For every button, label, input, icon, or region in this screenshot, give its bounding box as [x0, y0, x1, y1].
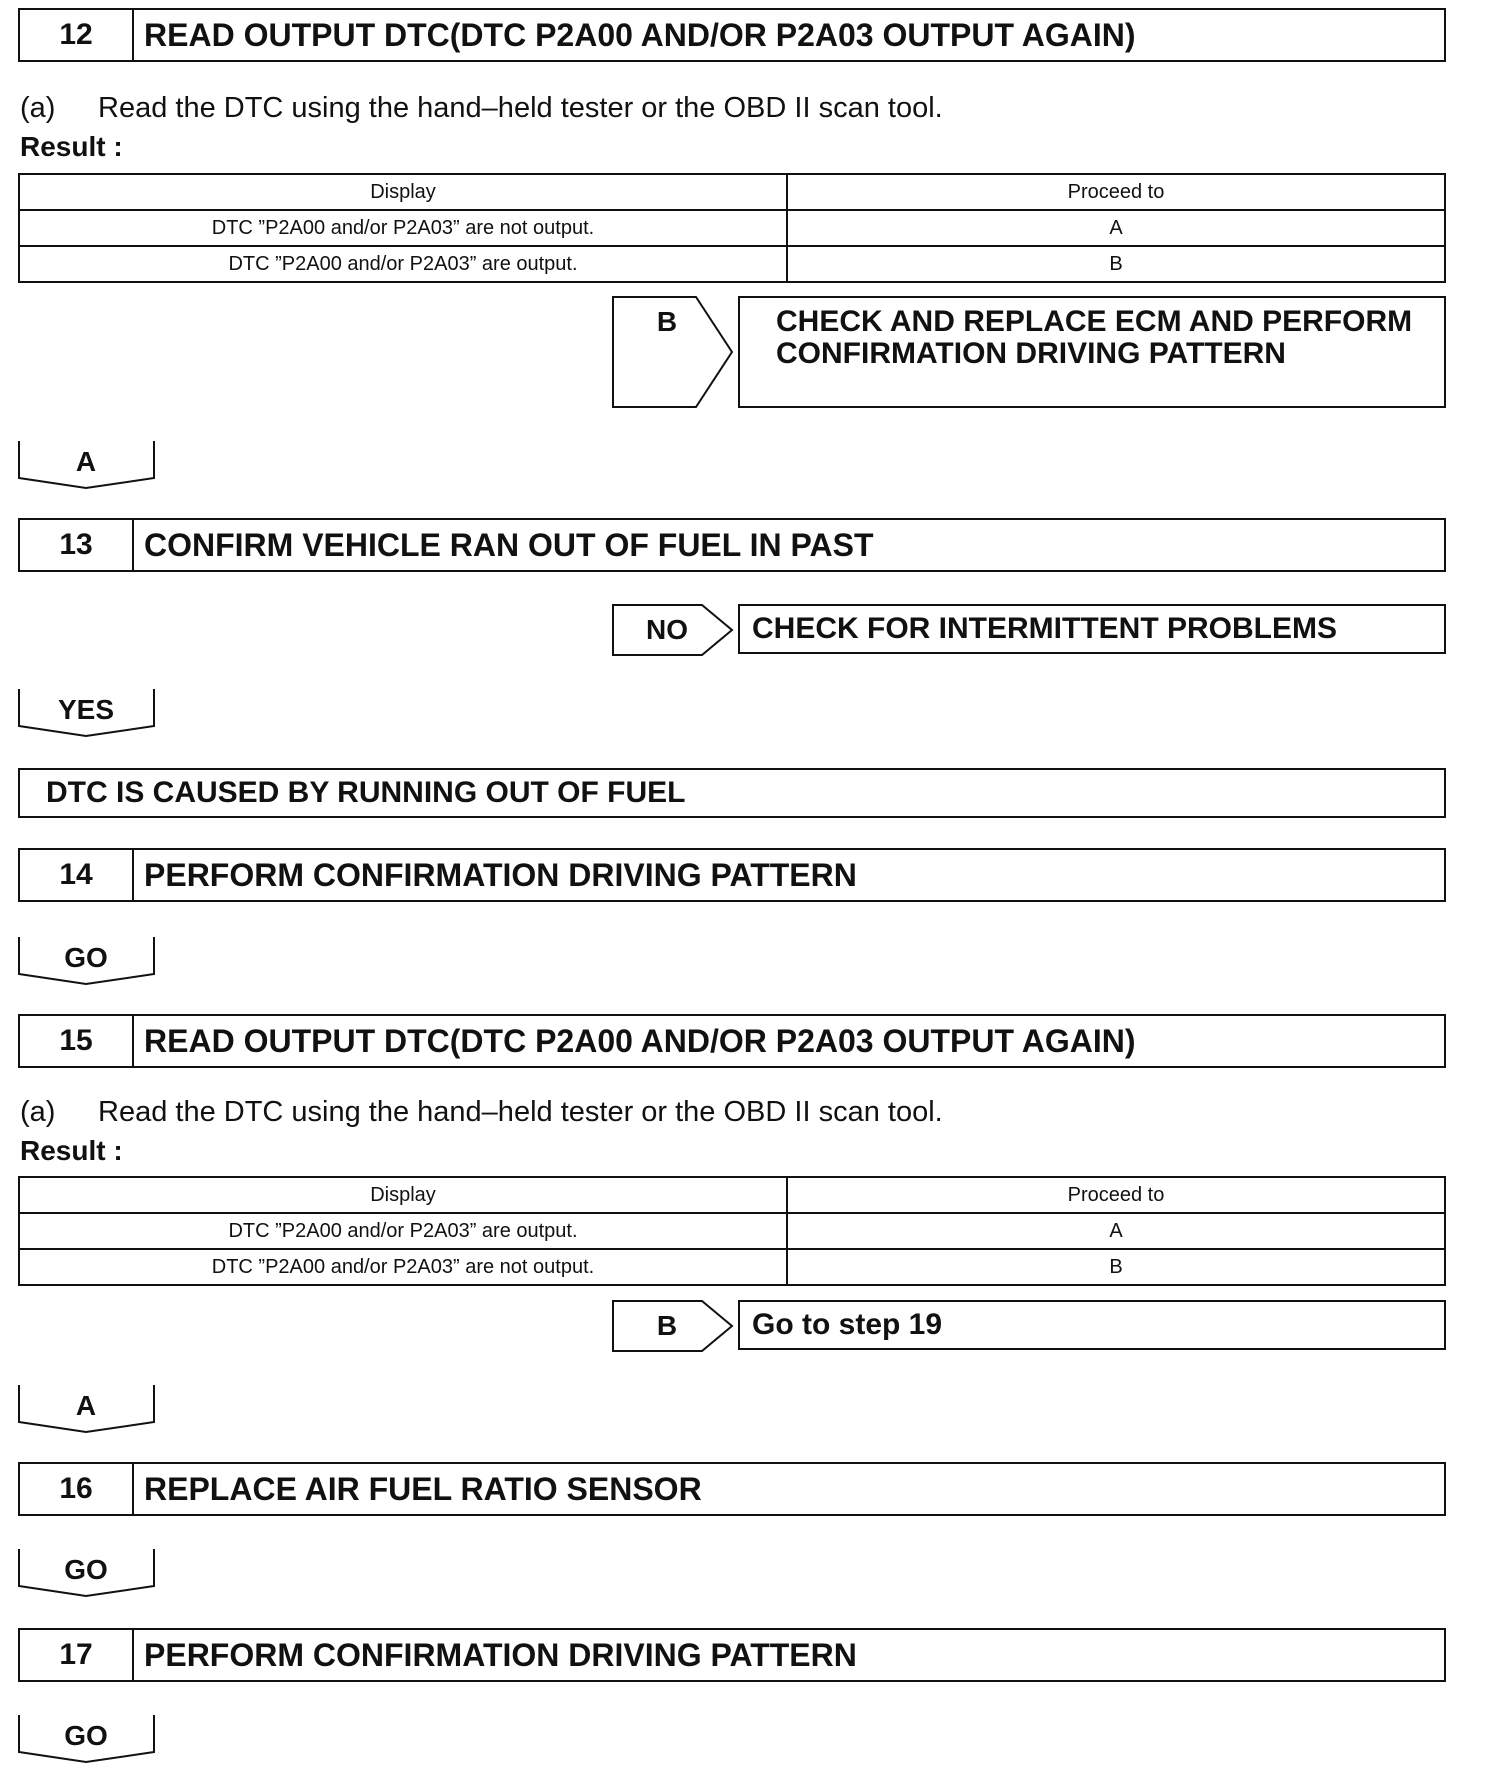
instruction-text: Read the DTC using the hand–held tester or the OBD II scan tool. [98, 92, 943, 124]
step-number: 17 [20, 1630, 134, 1680]
proceed-tag-go [18, 1548, 158, 1598]
conclusion-text: DTC IS CAUSED BY RUNNING OUT OF FUEL [46, 776, 686, 809]
header-proceed-to: Proceed to [787, 1177, 1445, 1213]
action-line-2: CONFIRMATION DRIVING PATTERN [776, 337, 1286, 370]
cell-proceed: B [787, 1249, 1445, 1285]
proceed-tag-go [18, 1714, 158, 1764]
branch-label: B [656, 1310, 678, 1341]
step-12-instruction [20, 92, 943, 125]
cell-proceed: B [787, 246, 1445, 282]
step-title: READ OUTPUT DTC(DTC P2A00 AND/OR P2A03 OUTPUT AGAIN) [144, 16, 1136, 53]
action-text: CHECK FOR INTERMITTENT PROBLEMS [752, 612, 1337, 645]
step-number: 15 [20, 1016, 134, 1066]
step-12-header [18, 8, 1446, 62]
result-table-12 [18, 173, 1446, 283]
cell-proceed: A [787, 210, 1445, 246]
step-number: 14 [20, 850, 134, 900]
header-display: Display [19, 174, 787, 210]
result-label: Result : [20, 131, 123, 162]
step-13-header [18, 518, 1446, 572]
result-label: Result : [20, 1135, 123, 1166]
step-title: REPLACE AIR FUEL RATIO SENSOR [144, 1470, 702, 1507]
header-display: Display [19, 1177, 787, 1213]
branch-12-action [738, 296, 1446, 408]
result-table-15 [18, 1176, 1446, 1286]
conclusion-box [18, 768, 1446, 818]
step-number: 16 [20, 1464, 134, 1514]
instruction-label: (a) [20, 1096, 56, 1128]
branch-label: B [656, 306, 678, 337]
table-header-row [19, 174, 1445, 210]
cell-display: DTC ”P2A00 and/or P2A03” are not output. [19, 210, 787, 246]
tag-label: A [75, 1390, 97, 1421]
header-proceed-to: Proceed to [787, 174, 1445, 210]
cell-display: DTC ”P2A00 and/or P2A03” are output. [19, 1213, 787, 1249]
branch-15-action [738, 1300, 1446, 1350]
step-title: PERFORM CONFIRMATION DRIVING PATTERN [144, 856, 857, 893]
cell-proceed: A [787, 1213, 1445, 1249]
proceed-tag-go [18, 936, 158, 986]
step-14-header [18, 848, 1446, 902]
cell-display: DTC ”P2A00 and/or P2A03” are output. [19, 246, 787, 282]
instruction-label: (a) [20, 92, 56, 124]
table-row [19, 246, 1445, 282]
proceed-tag-a [18, 440, 158, 490]
step-title: PERFORM CONFIRMATION DRIVING PATTERN [144, 1636, 857, 1673]
tag-label: A [75, 446, 97, 477]
table-row [19, 1213, 1445, 1249]
step-15-instruction [20, 1096, 943, 1129]
proceed-tag-a [18, 1384, 158, 1434]
table-row [19, 1249, 1445, 1285]
tag-label: GO [64, 1554, 108, 1585]
tag-label: YES [57, 694, 115, 725]
step-number: 12 [20, 10, 134, 60]
step-17-header [18, 1628, 1446, 1682]
instruction-text: Read the DTC using the hand–held tester or the OBD II scan tool. [98, 1096, 943, 1128]
step-16-header [18, 1462, 1446, 1516]
branch-12-b-arrow [612, 296, 734, 408]
branch-13-no-arrow [612, 604, 734, 656]
branch-13-action [738, 604, 1446, 654]
tag-label: GO [64, 1720, 108, 1751]
table-header-row [19, 1177, 1445, 1213]
step-15-header [18, 1014, 1446, 1068]
action-text: Go to step 19 [752, 1308, 943, 1341]
step-title: CONFIRM VEHICLE RAN OUT OF FUEL IN PAST [144, 526, 874, 563]
tag-label: GO [64, 942, 108, 973]
action-line-1: CHECK AND REPLACE ECM AND PERFORM [776, 305, 1413, 338]
step-title: READ OUTPUT DTC(DTC P2A00 AND/OR P2A03 OUTPUT AGAIN) [144, 1022, 1136, 1059]
proceed-tag-yes [18, 688, 158, 738]
table-row [19, 210, 1445, 246]
branch-label: NO [646, 614, 688, 645]
cell-display: DTC ”P2A00 and/or P2A03” are not output. [19, 1249, 787, 1285]
branch-15-b-arrow [612, 1300, 734, 1352]
step-number: 13 [20, 520, 134, 570]
